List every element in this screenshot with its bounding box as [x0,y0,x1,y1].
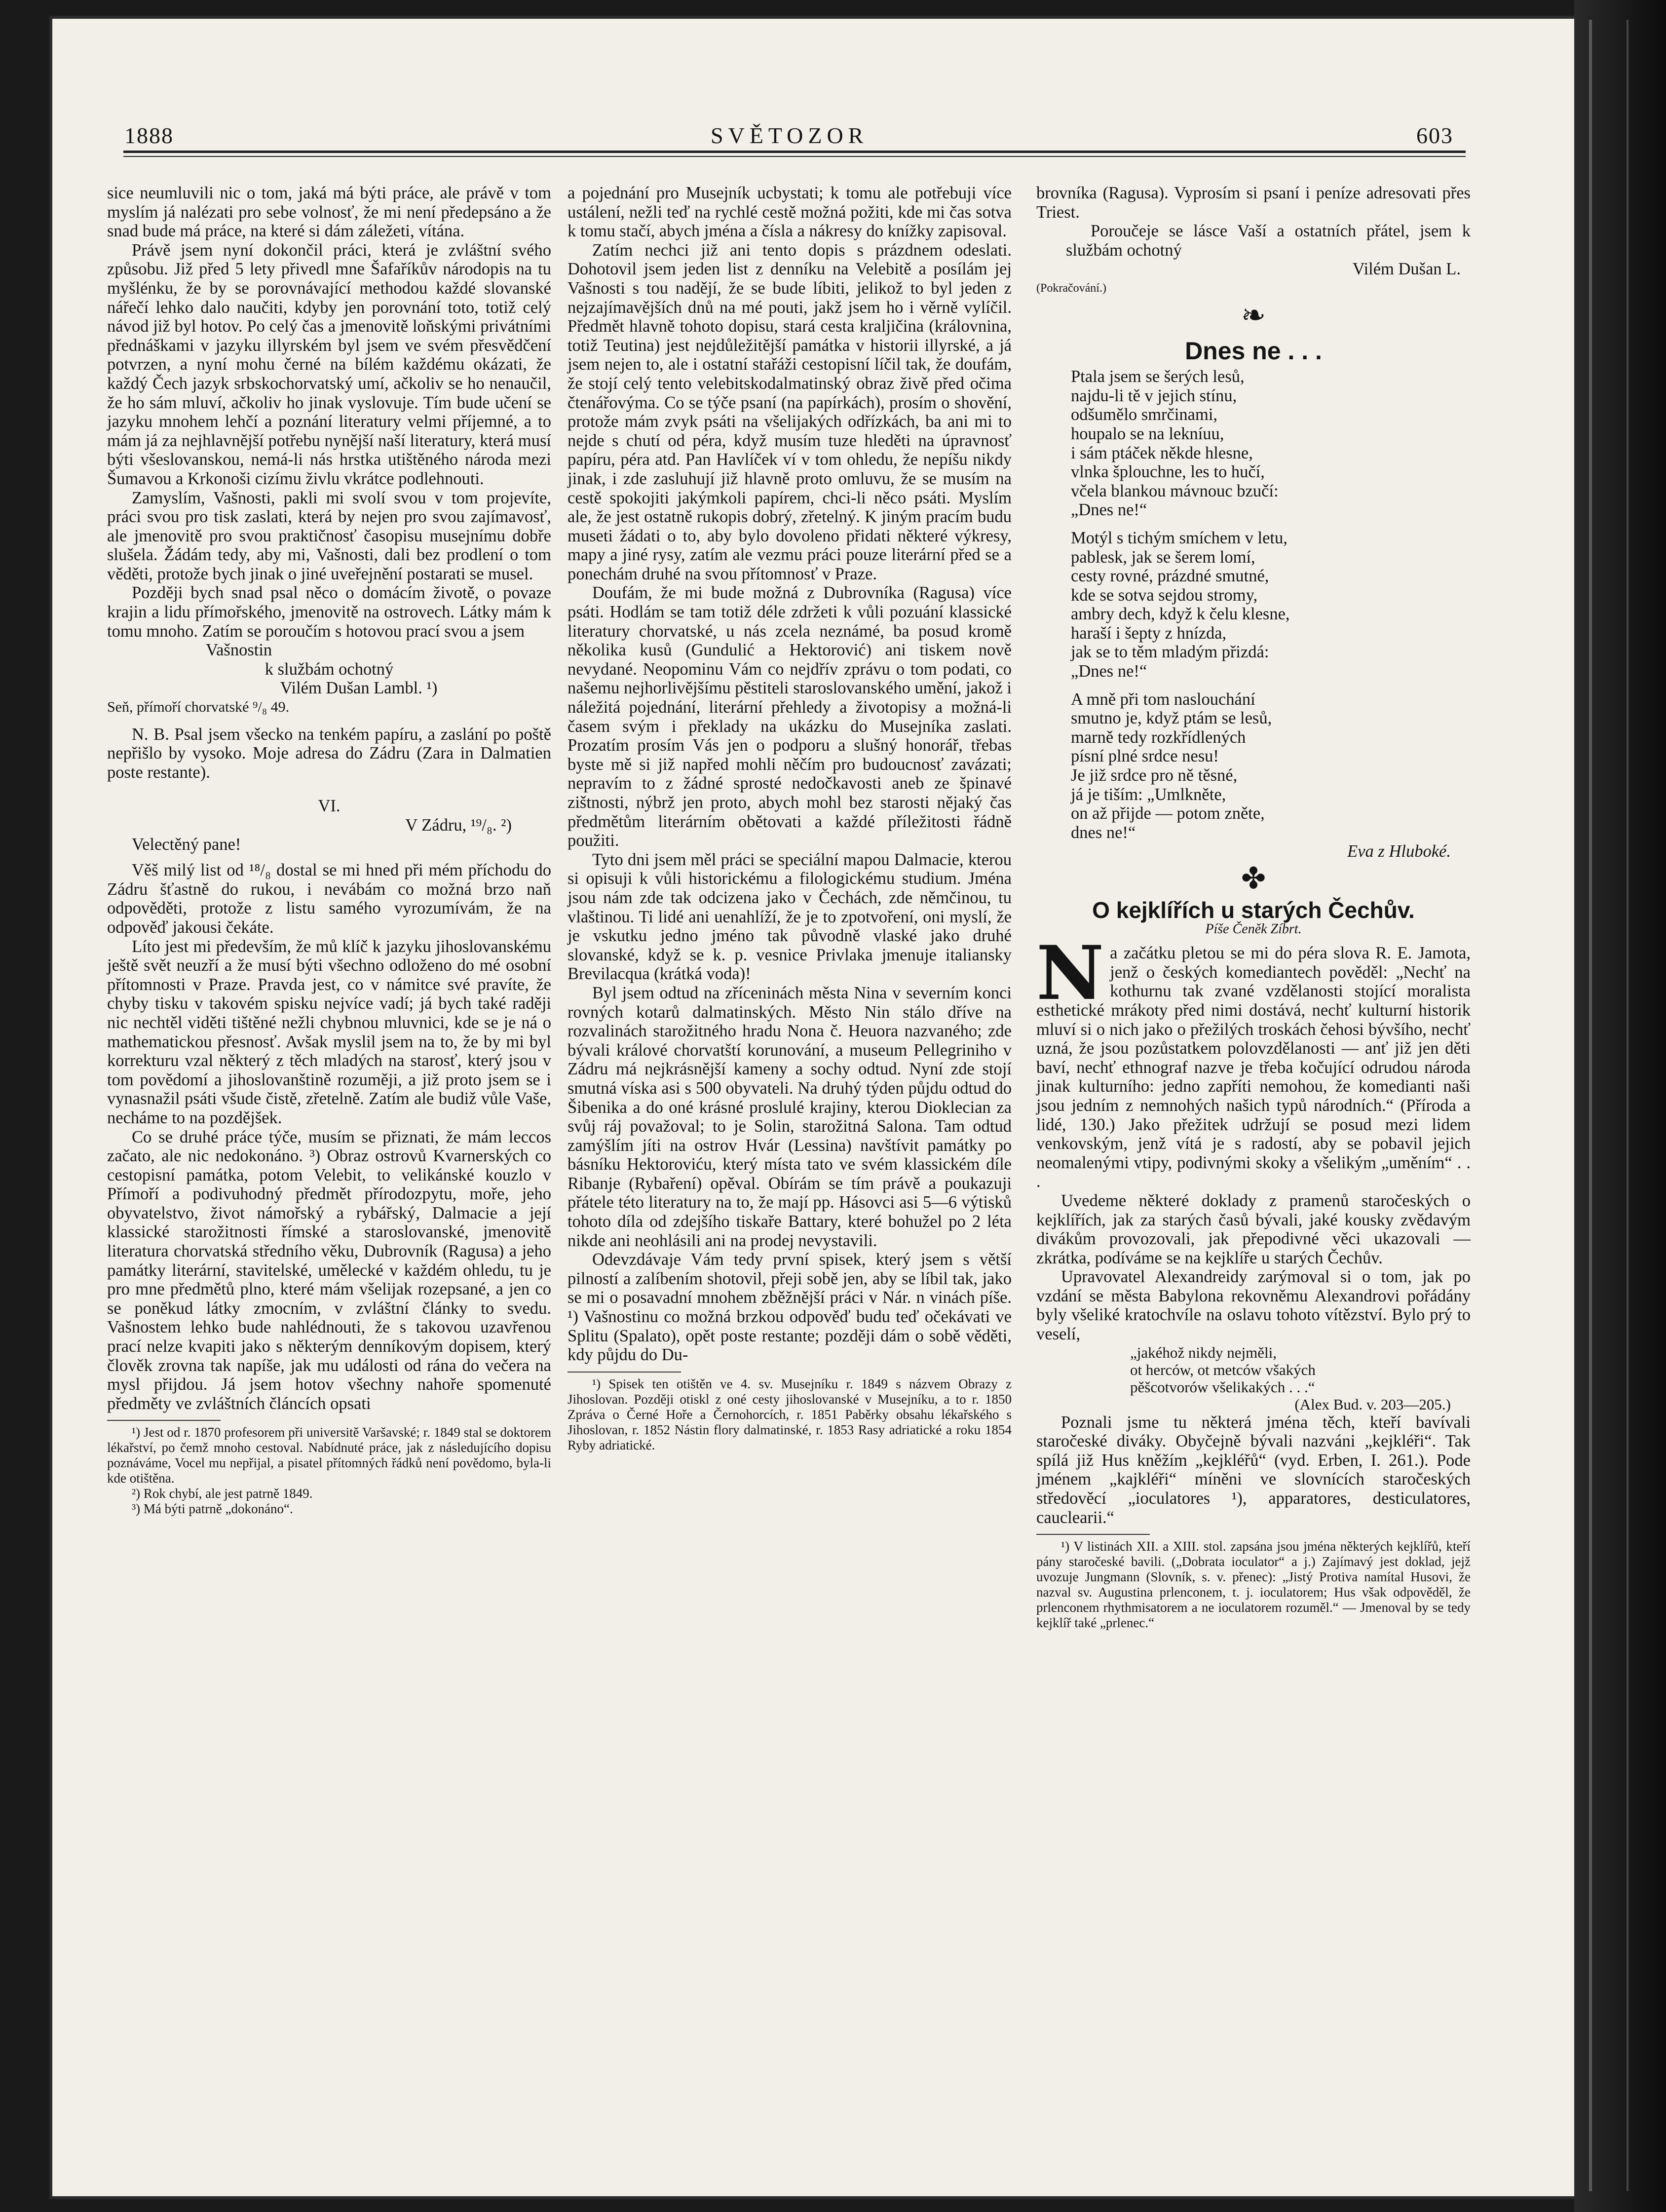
paragraph: Zamyslím, Vašnosti, pakli mi svolí svou v tom projevíte, práci svou pro tisk zaslati, která by nejen pro svou zajímavosť, ale jmenovitě pro svou praktičnosť časopisu musejnímu dobře slušela. Žádám tedy, aby mi, Vašnosti, dali bez prodlení o tom věděti, protože bych jinak o jiné uveřejnění postarati se musel. [107,488,551,583]
footnote-rule [1036,1534,1150,1535]
paragraph: Odevzdávaje Vám tedy první spisek, který jsem s větší pilností a zalíbením shotovil, přeji sobě jen, aby se líbil tak, jako se mi o posavadní mnohem zběžnější práci v Nár. n vinách píše. ¹) Vašnostinu co možná brzkou odpověď budu teď očekávati ve Splitu (Spalato), opět poste restante; později dám o sobě věděti, kdy půjdu do Du- [568,1250,1012,1365]
article-title: O kejklířích u starých Čechův. [1092,897,1415,923]
poem [1071,367,1471,842]
salutation: Velectěný pane! [132,835,241,854]
poem-line: marně tedy rozkřídlených [1071,727,1246,747]
footnote: ²) Rok chybí, ale jest patrně 1849. [132,1486,313,1501]
paragraph-text: a začátku pletou se mi do péra slova R. E. Jamota, jenž o českých komediantech pověděl: „Nechť na kothurnu tak zvané vzdělanosti stojící moralista esthetické mrákoty před nimi dostává, nechť kulturní historik mluví si o nich jako o přežilých troskách čehosi bývšího, nechť uzná, že jsou pozůstatkem polovzdělanosti — anť již jen děti baví, nechť ethnograf nazve je třeba kočující odrudou národa jinak kulturního: jedno zapříti nemohou, že komedianti naši jsou jedním z nemnohých našich typů národních.“ (Příroda a lidé, 130.) Jako přežitek udržují se posud mezi lidem venkovským, jenž vítá je s radostí, aby se pobavil jejich neomalenými vtipy, podivnými skoky a všelikým „uměním“ . . . [1036,944,1471,1191]
poem-line: dnes ne!“ [1071,823,1136,842]
poem-line: jak se to těm mladým přizdá: [1071,643,1269,662]
quote-line: ot herców, ot metców všakých [1130,1361,1316,1378]
paragraph: Líto jest mi především, že mů klíč k jazyku jihoslovanskému ještě svět neuzří a že musí býti všechno odloženo do mé osobní přítomnosti v Praze. Pravda jest, co v námitce své pravíte, že chyby tisku v takovém spisku nejvíce vadí; já bych také raději nic nechtěl viděti tištěné nežli chybnou mluvnici, kde se je ná o mathematickou přesnosť. Avšak myslil jsem na to, že by mi byl korrekturu vzal některý z těch mladých na starosť, který jsou v tom povědomí a jihoslovanštině rozuměji, a již proto jsem se i vynasnažil psáti všude čistě, zřetelně. Zatím ale budiž vůle Vaše, necháme to na pozdějšek. [107,937,551,1127]
letter-closing: Poroučeje se lásce Vaší a ostatních přátel, jsem k službám ochotný [1066,222,1471,260]
column-3 [1036,184,1471,1631]
paragraph: Věš milý list od ¹⁸/₈ dostal se mi hned při mém příchodu do Zádru šťastně do rukou, i nevábám co možná brzo naň odpověděti, protože z listu samého vyrozumívám, že na odpověď jakousi čekáte. [107,861,551,937]
letter-closing: k službám ochotný [265,659,394,679]
poem-line: A mně při tom naslouchání [1071,689,1255,709]
quote-line: „jakéhož nikdy nejměli, [1130,1343,1277,1361]
poem-line: Motýl s tichým smíchem v letu, [1071,528,1287,547]
quote-line: pěšcotvorów všelikakých . . .“ [1130,1378,1315,1396]
column-2 [568,184,1012,1453]
header-title: SVĚTOZOR [711,123,869,148]
footnote: ¹) Jest od r. 1870 profesorem při universitě Varšavské; r. 1849 stal se doktorem lékařství, po čemž mnoho cestoval. Nabídnuté práce, jak z následujícího dopisu poznáváme, Vocel mu nepřijal, a pisatel přítomných řádků není povědomo, byla-li kde otištěna. [107,1425,551,1486]
paragraph: a pojednání pro Musejník ucbystati; k tomu ale potřebuji více ustálení, nežli teď na rychlé cestě možná požiti, kde mi čas sotva k tomu stačí, abych jména a čísla a nákresy do knížky zapisoval. [568,184,1012,241]
poem-line: „Dnes ne!“ [1071,500,1147,520]
letter-signature: Vilém Dušan Lambl. ¹) [280,679,438,698]
vignette-icon: ✤ [1241,862,1266,895]
article-lead-paragraph [1036,930,1471,1191]
paragraph: Právě jsem nyní dokončil práci, která je zvláštní svého způsobu. Již před 5 lety přivedl mne Šafaříkův národopis na tu myšlénku, že by se porovnávající methodou každé slovanské nářečí lehko dalo naučiti, kdyby jen porovnání toto, totiž celý návod již byl hotov. Po celý čas a jmenovitě loňskými privátními přednáškami v jazyku illyrském byl jsem ve svém přesvědčení potvrzen, a nyní mohu černé na bílém každému okázati, že každý Čech jazyk srbskochorvatský umí, ačkoliv se ho nenaučil, že ho sám mluví, ačkoliv ho jinak vyslovuje. Tím bude učení se jazyku mnohem lehčí a poznání literatury velmi příjemné, a to mám já za nejhlavnější potřebu nynější naší literatury, která musí býti všeslovanskou, nemá-li nás hrstka utištěného národa mezi Šumavou a Krkonoši cizímu živlu vkrátce podlehnouti. [107,240,551,488]
quote-source: (Alex Bud. v. 203—205.) [1294,1395,1451,1413]
nota-bene: N. B. Psal jsem všecko na tenkém papíru, a zaslání po poště nepřišlo by vysoko. Moje adresa do Zádru (Zara in Dalmatien poste restante). [107,725,551,782]
poem-line: Je již srdce pro ně těsné, [1071,766,1238,785]
continued-note: (Pokračování.) [1036,281,1106,295]
header-rule-thin [123,156,1466,157]
letter-signature: Vilém Dušan L. [1352,260,1461,279]
section-number: VI. [318,797,341,816]
paragraph: sice neumluvili nic o tom, jaká má býti práce, ale právě v tom myslím já nalézati pro sebe volnosť, že mi není předepsáno a že snad bude má práce, na které si dám záležeti, vítána. [107,184,551,241]
footnote: ³) Má býti patrně „dokonáno“. [132,1501,293,1517]
paragraph: brovníka (Ragusa). Vyprosím si psaní i peníze adresovati přes Triest. [1036,184,1471,222]
paragraph: Zatím nechci již ani tento dopis s prázdnem odeslati. Dohotovil jsem jeden list z denníku na Velebitě a posílám jej Vašnosti s tou nadějí, že se bude líbiti, jelikož to byl jeden z nejzajímavějších dnů na mé pouti, jakž jsem ho i věrně vylíčil. Předmět hlavně tohoto dopisu, stará cesta kraljičina (královnina, totiž Teutina) jest nejdůležitější památka v historii illyrské, a já jsem nejen to, ale i ostatní stařáži cestopisní líčil tak, že doufám, že stojí celý tento velebitskodalmatinský obraz živě před očima čtenářovýma. Co se týče psaní (na papírkách), prosím o shovění, protože mám zvyk psáti na všelijakých odřízkách, ba ani mi to nejde s chutí od péra, když musím tuze hleděti na úpravnosť papíru, péra atd. Pan Havlíček ví v tom ohledu, že nepíšu nikdy jinak, i zde zasluhují již hlavně proto omluvu, že se musím na cestě spokojiti jakýmkoli papírem, chci-li něco psáti. Myslím ale, že jest ostatně rukopis dobrý, zřetelný. K jiným pracím budu museti žádati o to, aby bylo dovoleno přidati některé výkresy, mapy a jiné rysy, zatím ale vezmu práci pouze literární před se a ponechám druhé na svou přítomnosť v Praze. [568,240,1012,583]
book-spine-edge [1589,20,1628,2191]
poem-line: smutno je, když ptám se lesů, [1071,709,1272,728]
poem-line: najdu-li tě v jejich stínu, [1071,386,1237,405]
paragraph: Později bych snad psal něco o domácím životě, o povaze krajin a lidu přímořského, jmenovitě na ostrovech. Látky mám k tomu mnoho. Zatím se poroučím s hotovou prací svou a jsem [107,583,551,641]
paragraph: Tyto dni jsem měl práci se speciální mapou Dalmacie, kterou si opisuji k vůli historickému a filologickému studium. Jména jsou nám zde tak odcizena jako v Čechách, zde němčinou, tu vlaštinou. Ti lidé ani uenahlíží, že je to zpotvoření, oni myslí, že je vskutku jedno jméno tak původně vlaské jako druhé slovanské, když se k. p. vesnice Privlaka jmenuje italiansky Brevilacqua (krátká voda)! [568,850,1012,984]
footnote-rule [568,1372,681,1373]
poem-line: vlnka šplouchne, les to hučí, [1071,462,1265,482]
article-byline: Píše Čeněk Zíbrt. [1205,921,1302,937]
poem-line: pablesk, jak se šerem lomí, [1071,547,1255,567]
poem-line: on až přijde — potom zněte, [1071,804,1265,823]
paragraph: Co se druhé práce týče, musím se přiznati, že mám leccos začato, ale nic nedokonáno. ³) Obraz ostrovů Kvarnerských co cestopisní památka, potom Velebit, to velikánské kouzlo v Přímoří a podivuhodný předmět přírodozpytu, moře, jeho obyvatelstvo, život námořský a rybářský, Dalmacie a její klassické starožitnosti římské a staroslovanské, jmenovitě literatura chorvatská středního věku, Dubrovník (Ragusa) a jeho památky literární, stavitelské, umělecké v každém ohledu, tu je pro mne předmětů plno, které mám všelijak rozepsané, a jen co se poněkud látky zmocním, v zvláštní články to svedu. Vašnostem lehko bude nahlédnouti, že s takovou uzavřenou prací nelze kvapiti jako s některým denníkovým dopisem, který člověk zrovna tak napíše, jak mu události od rána do večera na mysl přijdou. Já jsem hotov všechny nahoře spomenuté předměty ve zvláštních článcích opsati [107,1127,551,1413]
header-year: 1888 [124,123,174,148]
header-page-number: 603 [1416,123,1453,148]
letter-dateline: Seň, přímoří chorvatské ⁹/₈ 49. [107,699,290,716]
ornament-icon: ❧ [1241,299,1266,332]
poem-line: „Dnes ne!“ [1071,662,1147,681]
poem-line: písní plné srdce nesu! [1071,747,1219,766]
poem-line: i sám ptáček někde hlesne, [1071,443,1253,462]
footnote: ¹) V listinách XII. a XIII. stol. zapsána jsou jména některých kejklířů, kteří pány staročeské bavili. („Dobrata ioculator“ a j.) Zajímavý jest doklad, jejž uvozuje Jungmann (Slovník, s. v. přenec): „Jistý Protiva namítal Husovi, že nazval sv. Augustina prlenconem, t. j. ioculatorem; Hus však odpověděl, že prlenconem rhythmisatorem a ne ioculatorem rozuměl.“ — Jmenoval by se tedy kejklíř také „prlenec.“ [1036,1539,1471,1631]
place-date: V Zádru, ¹⁹/₈. ²) [405,816,512,835]
paragraph: Uvedeme některé doklady z pramenů staročeských o kejklířích, jak za starých časů bývali, jaké kousky zvědavým divákům provozovali, jak přepodivné věci ukazovali — zkrátka, podíváme se na kejklíře u starých Čechův. [1036,1191,1471,1267]
block-quote [1130,1344,1471,1413]
column-1 [107,184,551,1517]
paragraph: Doufám, že mi bude možná z Dubrovníka (Ragusa) více psáti. Hodlám se tam totiž déle zdržeti k vůli pozuání klassické literatury chorvatské, u nás zcela neznámé, ba posud kromě několika kusů (Gundulić a Hektorović) ani tiskem nově nevydané. Neopominu Vám co nejdřív zprávu o tom podati, co našemu nejhorlivějšímu pěstiteli staroslovanského umění, jakož i náležitá pojednání, literární přehledy a životopisy a možná-li časem svým i překlady na ukázku do Musejníka zaslati. Prozatím prosím Vás jen o podporu a slušný honorář, třebas byste mě si již napřed mohli něčím pro budoucnosť zavázati; nepravím to z žádné sprosté nedočkavosti aneb ze špinavé zištnosti, nýbrž jen proto, abych mohl bez starosti nějaký čas předmětům literárním obětovati a každé příležitosti řádně použiti. [568,583,1012,850]
dropcap: N [1036,930,1104,1017]
footnote-rule [107,1420,221,1421]
poem-line: odšumělo smrčinami, [1071,405,1218,424]
poem-line: kde se sotva sejdou stromy, [1071,585,1258,605]
paragraph: Upravovatel Alexandreidy zarýmoval si o tom, jak po vzdání se města Babylona rekovněmu Alexandrovi pořádány byly všeliké kratochvíle na oslavu tohoto vítězství. Bylo prý to veselí, [1036,1267,1471,1344]
footnote: ¹) Spisek ten otištěn ve 4. sv. Musejníku r. 1849 s názvem Obrazy z Jihoslovan. Později otiskl z oné cesty jihoslovanské v Musejníku, a to r. 1850 Zpráva o Černé Hoře a Černohorcích, r. 1851 Paběrky obsahu lékařského s Jihoslovan, r. 1852 Nástin flory dalmatinské, r. 1853 Rasy adriatické a roku 1854 Ryby adriatické. [568,1376,1012,1452]
poem-line: houpalo se na lekníuu, [1071,424,1224,443]
paragraph: Poznali jsme tu některá jména těch, kteří bavívali staročeské diváky. Obyčejně bývali nazváni „kejkléři“. Tak spílá již Hus kněžím „kejkléřů“ (vyd. Erben, I. 261.). Pode jménem „kajkléři“ míněni ve slovnících staročeských středověcí „ioculatores ¹), apparatores, desticulatores, cauclearii.“ [1036,1412,1471,1527]
letter-address: Vašnostin [206,641,272,660]
header-rule [123,151,1466,153]
poem-line: haraší i šepty z hnízda, [1071,623,1227,643]
poem-line: já je tiším: „Umlkněte, [1071,785,1226,804]
poem-line: včela blankou mávnouc bzučí: [1071,481,1279,500]
poem-line: ambry dech, když k čelu klesne, [1071,605,1290,624]
poem-title: Dnes ne . . . [1185,337,1322,365]
poem-line: cesty rovné, prázdné smutné, [1071,567,1269,586]
poem-line: Ptala jsem se šerých lesů, [1071,367,1245,386]
poem-author: Eva z Hluboké. [1347,842,1451,861]
paragraph: Byl jsem odtud na zříceninách města Nina v severním konci rovných kotarů dalmatinských. Město Nin stálo dříve na rozvalinách starožitného hradu Nona č. Heuora nazvaného; zde bývali králové chorvatští korunování, a museum Pellegriniho v Zádru má nejkrásnější kameny a sochy odtud. Nyní zde stojí smutná víska asi s 500 obyvateli. Na druhý týden půjdu odtud do Šibenika a do oné krásné proslulé krajiny, kterou Dioklecian za svůj ráj považoval; to je Solin, starožitná Salona. Tam odtud zamýšlím jíti na ostrov Hvár (Lessina) navštívit památky po básníku Hektoroviću, který místa tato ve svém klassickém díle Ribanje (Rybaření) opěval. Obírám se tím právě a poukazuji přátele této literatury na to, že mají pp. Hásovci asi 5—6 výtisků tohoto díla od zdejšího tiskaře Battary, které bohužel po 2 léta nikde ani neohlásili ani na prodej nevystavili. [568,983,1012,1250]
